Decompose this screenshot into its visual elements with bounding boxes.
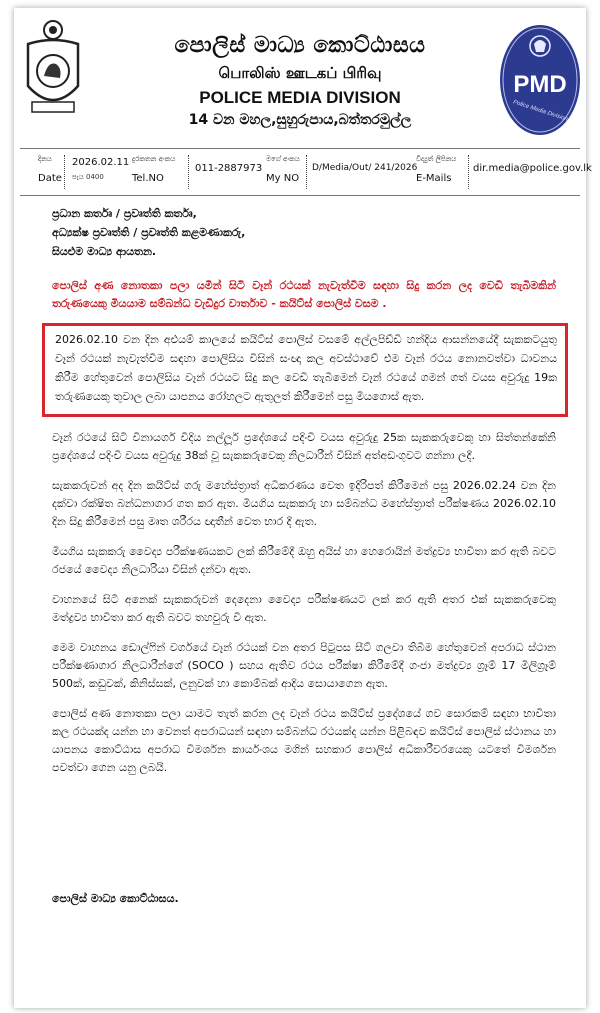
date-label: Date: [38, 173, 62, 184]
highlighted-paragraph: 2026.02.10 වන දින අළුයම් කාලයේ කයිට්ස් පොලිස් වසමේ අල්ලපිඩ්ඩි හන්දිය ආසන්නයේදී සැකකටයුතු වෑන් රථයක් නැවැත්වීම සඳහා පොලිසිය විසින් සංඥා කල අවස්ථාවේ එම වෑන් රථය නොනවත්වා ධාවනය කිරීම හේතුවෙන් පොලිසිය වෑන් රථයට සිදු කල වෙඩි තැබීමෙන් වෑන් රථයේ ගමන් ගත් වයස අවුරුදු 19ක තරුණයෙකු තුවාල ලබා යාපනය රෝහලට ඇතුලත් කිරීමෙන් පසු මියගොස් ඇත.: [42, 323, 568, 417]
letter-body: [52, 204, 556, 777]
tel-label: Tel.NO: [132, 173, 164, 184]
my-no-label: My NO: [266, 173, 300, 184]
pmd-logo-text: PMD: [513, 71, 567, 98]
pmd-logo-subtext: Police Media Division: [512, 99, 569, 123]
tel-label-sinhala: දුරකතන අංකය: [132, 155, 176, 163]
title-tamil: பொலிஸ் ஊடகப் பிரிவு: [218, 64, 382, 82]
body-paragraph: මියගිය සැකකරු වෛද්‍ය පරීක්ෂණයකට ලක් කිරීමේදී ඔහු අයිස් හා හෙරොයින් මත්ද්‍රව්‍ය භාවිතා කර ඇති බවට රජයේ වෛද්‍ය නිලධාරියා විසින් දන්වා ඇත.: [52, 545, 556, 576]
time-value: 0400: [86, 173, 104, 181]
recipient-line: ප්‍රධාන කර්තෘ / ප්‍රවෘත්ති කර්තෘ,: [52, 207, 197, 220]
body-paragraph: වාහනයේ සිටි අනෙක් සැකකරුවන් දෙදෙනා වෛද්‍ය පරීක්ෂණයට ලක් කර ඇති අතර එක් සැකකරුවෙකු මත්ද්‍රව්‍ය භාවිතා කර ඇති බවට තහවුරු වී ඇත.: [52, 593, 556, 624]
body-paragraph: මෙම වාහනය ඩොල්ෆින් වර්ගයේ වෑන් රථයක් වන අතර පිටුපස සීට් ගලවා තිබීම හේතුවෙන් අපරාධ ස්ථාන පරීක්ෂණාගාර නිලධාරීන්ගේ (SOCO ) සහය ඇතිව රථය පරීක්ෂා කිරීමේදී ගංජා මත්ද්‍රව්‍ය ග්‍රෑම් 17 මිලිග්‍රෑම් 500ක්, කඩුවක්, කිනිස්සක්, ලනුවක් හා කොම්බක් ආදිය සොයාගෙන ඇත.: [52, 641, 556, 690]
recipient-line: සියළුම මාධ්‍ය ආයතන.: [52, 245, 157, 258]
time-label: පැය: [72, 173, 84, 181]
subject-heading: පොලිස් අණ නොතකා පලා යමින් සිටි වෑන් රථයක් නැවැත්වීම සඳහා සිදු කරන ලද වෙඩි තැබීමකින් තරුණයෙකු මියයාම සම්බන්ධ වැඩිදුර වාර්තාව - කයිට්ස් පොලිස් වසම .: [52, 279, 556, 310]
date-label-sinhala: දිනය: [38, 155, 52, 163]
email-value: dir.media@police.gov.lk: [473, 163, 592, 174]
signoff: පොලිස් මාධ්‍ය කොට්ඨාසය.: [52, 892, 179, 905]
my-no-label-sinhala: මගේ අංකය: [266, 155, 300, 163]
contact-strip: [20, 148, 592, 196]
tel-value: 011-2887973: [195, 163, 263, 174]
address: 14 වන මහල,සුහුරුපාය,බත්තරමුල්ල: [188, 112, 412, 128]
letterhead: [14, 8, 586, 148]
recipient-line: අධ්‍යක්ෂ ප්‍රවෘත්ති / ප්‍රවෘත්ති කළමණාකරු,: [52, 226, 246, 239]
body-paragraph: පොලිස් අණ නොතකා පලා යාමට තැත් කරන ලද වෑන් රථය කයිට්ස් ප්‍රදේශයේ ගව සොරකම් සඳහා භාවිතා කල රථයක්ද යන්න හා වෙනත් අපරාධයන් සඳහා සම්බන්ධ රථයක්ද යන්න පිළිබඳව කයිට්ස් පොලිස් ස්ථානය හා යාපනය කොට්ඨාස අපරාධ විමර්ශන කාර්යංශය මගින් සහකාර පොලිස් අධිකාරීවරයෙකු යටතේ විමර්ශන පවත්වා ගෙන යනු ලබයි.: [52, 707, 556, 774]
email-label: E-Mails: [416, 173, 452, 184]
title-english: POLICE MEDIA DIVISION: [199, 88, 401, 107]
body-paragraph: සැකකරුවන් අද දින කයිට්ස් ගරු මහේස්ත්‍රාත් අධිකරණය වෙත ඉදිරිපත් කිරීමෙන් පසු 2026.02.24 වන දින දක්වා රක්ෂිත බන්ධනාගාර ගත කර ඇත. මියගිය සැකකරු හා සම්බන්ධ මහේස්ත්‍රාත් පරීක්ෂණය 2026.02.10 දින සිදු කිරීමෙන් පසු මෘත ශරීරය ඥාතීන් වෙත භාර දී ඇත.: [52, 479, 556, 528]
date-value: 2026.02.11: [72, 157, 130, 168]
title-sinhala: පොලිස් මාධ්‍ය කොට්ඨාසය: [174, 32, 426, 58]
pmd-logo: [494, 22, 582, 140]
email-label-sinhala: විද්‍යුත් ලිපිනය: [416, 155, 457, 163]
my-no-value: D/Media/Out/ 241/2026: [312, 163, 418, 173]
press-release-page: [14, 8, 592, 1008]
body-paragraph: වෑන් රථයේ සිටි විනායගර් වීදිය නල්ලූර් ප්‍රදේශයේ පදිංචි වයස අවුරුදු 25ක සැකකරුවෙකු හා සිත්තන්කේනි ප්‍රදේශයේ පදිංචි වයස අවුරුදු 38ක් වූ සැකකරුවෙකු නිලධාරීන් විසින් අත්අඩංගුවට ගන්නා ලදී.: [52, 431, 556, 462]
